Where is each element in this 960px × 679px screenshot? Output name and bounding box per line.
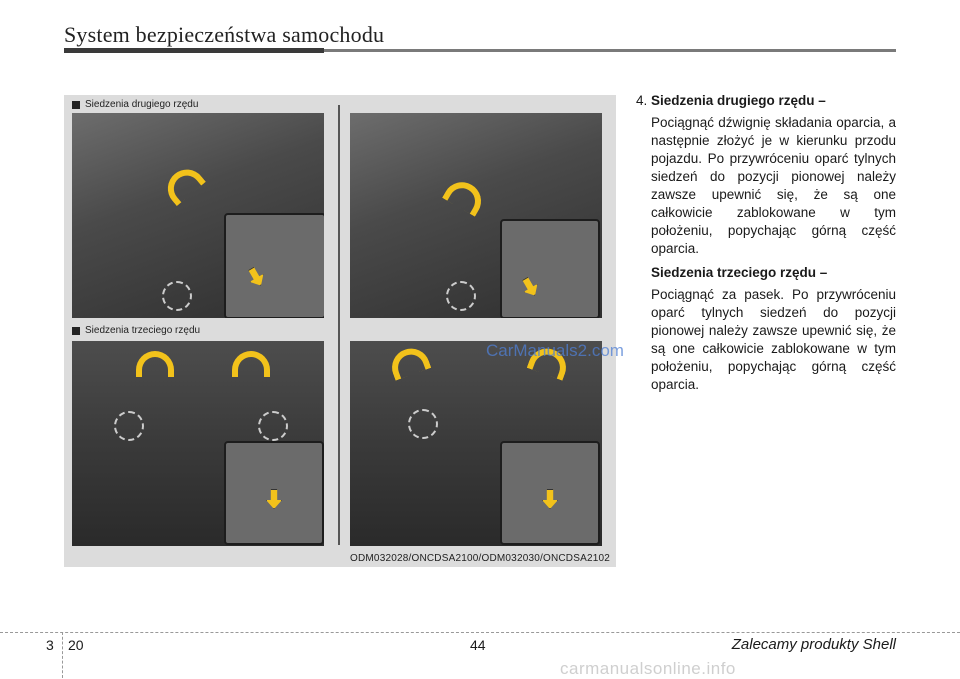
- lever-detail-inset: [224, 213, 324, 318]
- watermark-text: CarManuals2.com: [486, 341, 624, 360]
- raise-arrow-icon: [442, 175, 488, 217]
- pull-down-arrow-icon: [266, 489, 282, 509]
- strap-location-marker-3: [408, 409, 438, 439]
- lever-detail-inset-2: [500, 219, 600, 318]
- section2-heading: Siedzenia trzeciego rzędu –: [651, 265, 828, 280]
- photo-second-row-upright: [350, 113, 602, 318]
- footer-slogan: Zalecamy produkty Shell: [731, 636, 896, 653]
- strap-detail-inset: [224, 441, 324, 545]
- bullet-square-icon-2: [72, 327, 80, 335]
- lever-location-marker-2: [446, 281, 476, 311]
- lever-location-marker: [162, 281, 192, 311]
- header-rule-accent: [64, 48, 324, 53]
- footer-dashed-rule: [0, 632, 960, 633]
- footer-dashed-divider: [62, 632, 63, 678]
- strap-arrow-icon-3: [387, 343, 432, 380]
- bullet-square-icon: [72, 101, 80, 109]
- footer-chapter-number: 3: [46, 637, 54, 653]
- photo-third-row-left: [72, 341, 324, 546]
- strap-location-marker: [114, 411, 144, 441]
- strap-detail-inset-2: [500, 441, 600, 545]
- header-rule: [64, 49, 896, 52]
- figure: [64, 95, 616, 567]
- pull-down-arrow-icon-2: [542, 489, 558, 509]
- strap-arrow-icon-2: [232, 351, 270, 377]
- photo-second-row-folded: [72, 113, 324, 318]
- strap-location-marker-2: [258, 411, 288, 441]
- photo-third-row-right: [350, 341, 602, 546]
- instructions: [636, 92, 896, 400]
- page-title: System bezpieczeństwa samochodu: [64, 22, 385, 47]
- section1-heading-text: Siedzenia drugiego rzędu –: [651, 93, 826, 108]
- figure-divider: [338, 105, 340, 545]
- strap-arrow-icon: [136, 351, 174, 377]
- figure-code: ODM032028/ONCDSA2100/ODM032030/ONCDSA2102: [350, 553, 610, 564]
- pull-arrow-icon-2: [518, 274, 542, 299]
- footer-chapter: [46, 637, 84, 653]
- figure-caption-third-row: [72, 325, 200, 336]
- footer-page-number: 44: [470, 637, 486, 653]
- pull-arrow-icon: [244, 264, 268, 289]
- section2-paragraph: Pociągnąć za pasek. Po przywróceniu oparć tylnych siedzeń do pozycji pionowej należy zawsze upewnić się, że są one całkowicie zablokowane w tym położeniu, popychając górną część oparcia.: [651, 287, 896, 392]
- footer-site-watermark: carmanualsonline.info: [560, 659, 736, 678]
- figure-caption-second-row-text: Siedzenia drugiego rzędu: [85, 99, 199, 110]
- item-number: 4.: [636, 93, 648, 108]
- section1-paragraph: Pociągnąć dźwignię składania oparcia, a następnie złożyć je w kierunku przodu pojazdu. Po przywróceniu oparć tylnych siedzeń do pozycji pionowej należy zawsze upewnić się, że są one całkowicie zablokowane w tym położeniu, popychając górną część oparcia.: [651, 115, 896, 256]
- footer-chapter-page: 20: [68, 637, 84, 653]
- section1-heading: [636, 92, 896, 110]
- figure-caption-second-row: [72, 99, 198, 110]
- fold-arrow-icon: [160, 162, 206, 206]
- figure-caption-third-row-text: Siedzenia trzeciego rzędu: [85, 325, 201, 336]
